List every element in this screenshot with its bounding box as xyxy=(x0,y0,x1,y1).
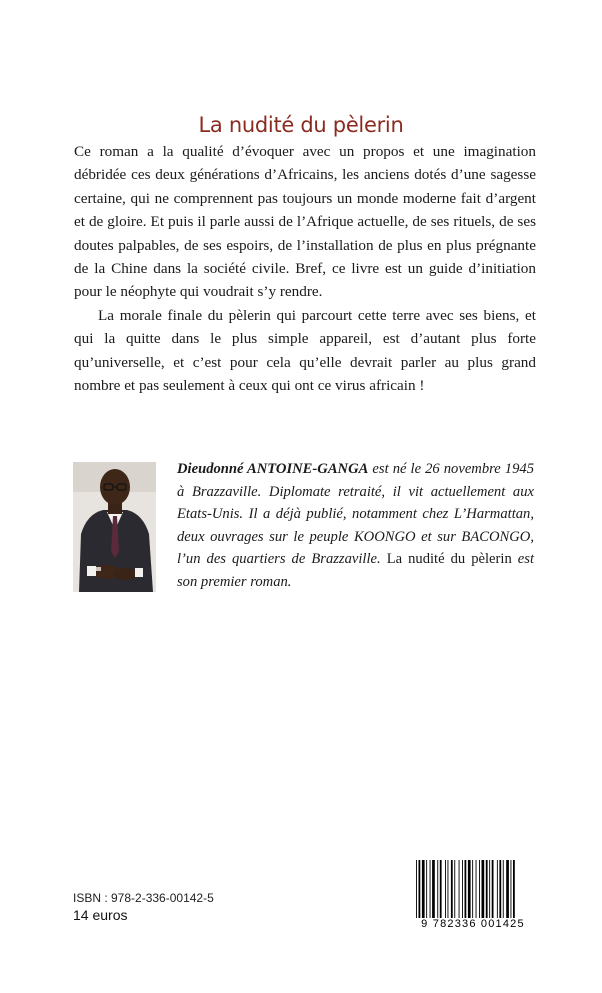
barcode-number: 9 782336 001425 xyxy=(412,918,534,930)
book-title: La nudité du pèlerin xyxy=(198,113,404,138)
price: 14 euros xyxy=(73,907,128,923)
author-biography xyxy=(177,458,534,594)
bio-text-end: est son premier roman. xyxy=(177,551,534,590)
blurb-paragraph: Ce roman a la qualité d’évoquer avec un propos et une imagination débridée ces deux générations d’Africains, les anciens dotés d’une sagesse certaine, qui ne comprennent pas toujours un monde moderne fait d’argent et de gloire. Et puis il parle aussi de l’Afrique actuelle, de ses rituels, de ses doutes palpables, de ses espoirs, de l’installation de plus en plus prégnante de la Chine dans la société civile. Bref, ce livre est un guide d’initiation pour le néophyte qui voudrait s’y rendre. xyxy=(74,143,536,301)
isbn: ISBN : 978-2-336-00142-5 xyxy=(73,891,214,905)
bio-book-title: La nudité du pèlerin xyxy=(380,551,518,568)
back-cover-blurb xyxy=(74,140,536,397)
blurb-paragraph: La morale finale du pèlerin qui parcourt cette terre avec ses biens, et qui la quitte dans le plus simple appareil, est d’autant plus forte qu’universelle, et c’est pour cela qu’elle devrait parler au plus grand nombre et pas seulement à ceux qui ont ce virus africain ! xyxy=(74,306,536,395)
author-photo xyxy=(73,462,156,592)
bio-text: est né le 26 novembre 1945 à Brazzaville. Diplomate retraité, il vit actuellement aux Etats-Unis. Il a déjà publié, notamment chez L’Harmattan, deux ouvrages sur le peuple KOONGO et sur BACONGO, l’un des quartiers de Brazzaville. xyxy=(177,461,534,568)
author-name: Dieudonné ANTOINE-GANGA xyxy=(177,461,369,477)
